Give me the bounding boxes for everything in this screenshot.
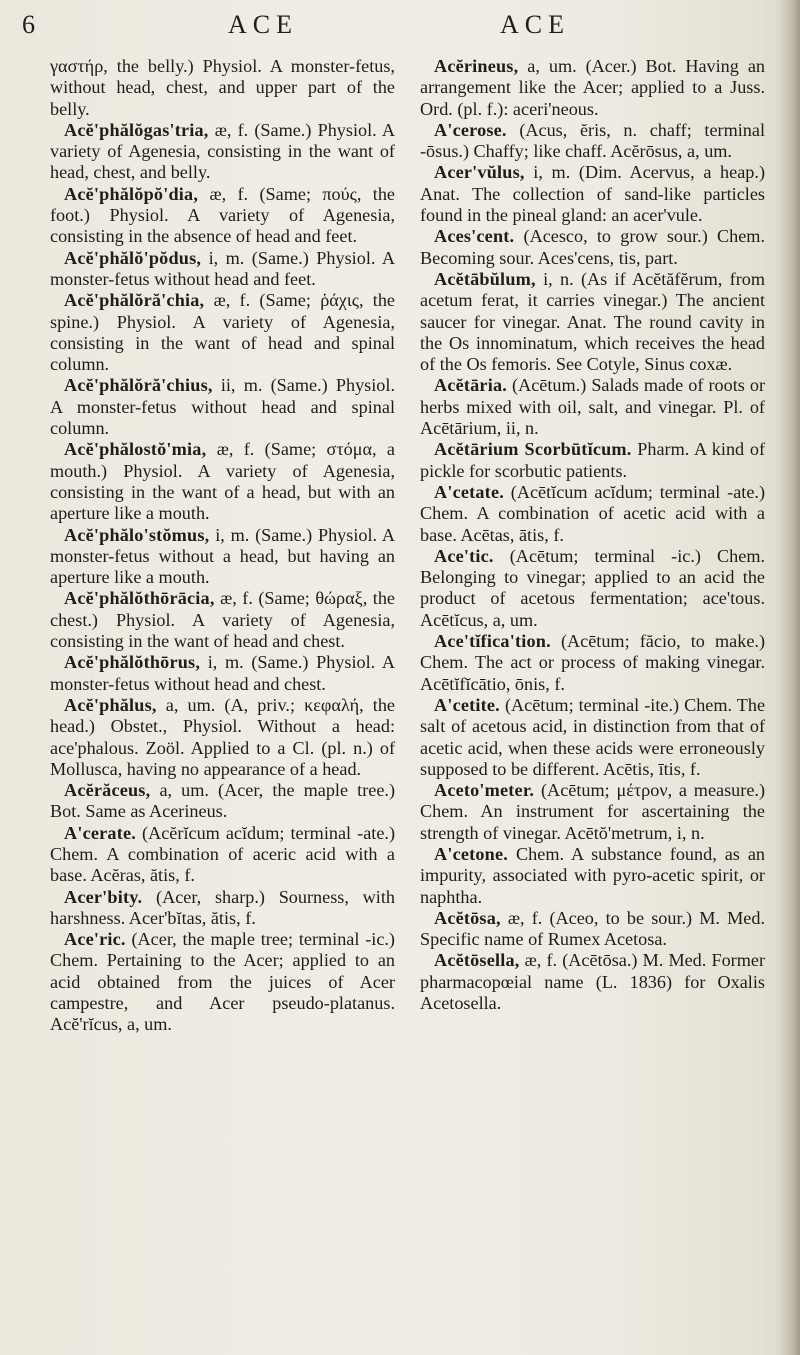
page-edge-shadow <box>778 0 800 1355</box>
entry-headword: Acĕ'phălŏgas'tria, <box>64 119 209 140</box>
dictionary-entry <box>50 823 395 887</box>
entry-headword: Aces'cent. <box>434 226 515 247</box>
dictionary-entry <box>420 631 765 695</box>
entry-definition: a, um. (Acer, the maple tree.) Bot. Same as Acerineus. <box>50 780 396 822</box>
dictionary-entry <box>50 525 395 589</box>
entry-headword: A'cetite. <box>434 694 500 715</box>
entry-headword: Acĕ'phălostŏ'mia, <box>64 439 207 460</box>
right-column <box>420 56 765 1014</box>
dictionary-entry <box>420 375 765 439</box>
entry-headword: Ace'tĭfica'tion. <box>434 631 551 652</box>
entry-headword: A'cetate. <box>434 481 504 502</box>
entry-definition: (Acētum; terminal -ic.) Chem. Belonging to vinegar; applied to an acid the product of acetous fermentation; ace'tous. Acētĭcus, a, um. <box>420 545 766 630</box>
entry-definition: ii, m. (Same.) Physiol. A monster-fetus without head and spinal column. <box>50 375 396 439</box>
entry-headword: Acĕtārium Scorbūtĭcum. <box>434 439 632 460</box>
dictionary-entry <box>50 652 395 695</box>
dictionary-entry <box>420 844 765 908</box>
page-number: 6 <box>22 10 41 39</box>
entry-headword: Acĕ'phălŏpŏ'dia, <box>64 183 199 204</box>
entry-definition: (Acer, sharp.) Sourness, with harshness. Acer'bĭtas, ătis, f. <box>50 886 395 928</box>
dictionary-entry <box>50 120 395 184</box>
dictionary-entry <box>420 546 765 631</box>
dictionary-entry <box>50 929 395 1035</box>
entry-headword: Acĕrineus, <box>434 56 519 76</box>
entry-headword: Acĕ'phălŏră'chia, <box>64 290 205 311</box>
dictionary-entry <box>50 588 395 652</box>
entry-definition: (Acesco, to grow sour.) Chem. Becoming sour. Aces'cens, tis, part. <box>420 226 765 268</box>
dictionary-entry <box>420 269 765 375</box>
entry-definition: æ, f. (Acētōsa.) M. Med. Former pharmacopœial name (L. 1836) for Oxalis Acetosella. <box>420 950 765 1014</box>
entry-definition: i, m. (Same.) Physiol. A monster-fetus without head and chest. <box>50 652 395 694</box>
dictionary-entry <box>50 290 395 375</box>
entry-headword: Acĕ'phălŏ'pŏdus, <box>64 247 202 268</box>
entry-headword: Acĕtōsa, <box>434 907 501 928</box>
entry-headword: A'cerate. <box>64 822 136 843</box>
dictionary-entry <box>50 439 395 524</box>
entry-definition: (Acētum; făcio, to make.) Chem. The act or process of making vinegar. Acētĭfĭcātio, ōnis, f. <box>420 631 765 694</box>
dictionary-entry <box>420 162 765 226</box>
entry-definition: (Acĕrĭcum acĭdum; terminal -ate.) Chem. A combination of aceric acid with a base. Acĕras, ătis, f. <box>50 822 396 886</box>
entry-headword: Acer'vŭlus, <box>434 162 525 183</box>
entry-headword: A'cerose. <box>434 119 507 140</box>
entry-headword: Acĕ'phălŏthōrus, <box>64 652 201 673</box>
entry-headword: Aceto'meter. <box>434 780 535 801</box>
dictionary-entry <box>420 908 765 951</box>
entry-definition: a, um. (Acer.) Bot. Having an arrangement like the Acer; applied to a Juss. Ord. (pl. f.): aceri'neous. <box>420 56 765 119</box>
dictionary-entry <box>50 887 395 930</box>
entry-definition: (Acētĭcum acĭdum; terminal -ate.) Chem. A combination of acetic acid with a base. Acētas, ātis, f. <box>420 481 765 545</box>
left-guide-word: ACE <box>228 10 298 39</box>
entry-definition: (Acētum.) Salads made of roots or herbs mixed with oil, salt, and vinegar. Pl. of Acētārium, ii, n. <box>420 375 766 439</box>
entry-definition: æ, f. (Aceo, to be sour.) M. Med. Specific name of Rumex Acetosa. <box>420 907 765 950</box>
entry-headword: Acĕtōsella, <box>434 950 520 971</box>
entry-headword: Acĕ'phălo'stŏmus, <box>64 524 210 545</box>
entry-headword: Acĕrăceus, <box>64 780 151 801</box>
entry-definition: (Acus, ĕris, n. chaff; terminal -ōsus.) Chaffy; like chaff. Acĕrōsus, a, um. <box>420 119 766 162</box>
entry-headword: Acĕ'phălus, <box>64 694 157 715</box>
dictionary-entry <box>420 482 765 546</box>
entry-headword: A'cetone. <box>434 843 509 864</box>
dictionary-entry <box>50 248 395 291</box>
entry-definition: i, n. (As if Acĕtăfĕrum, from acetum ferat, it carries vinegar.) The ancient saucer for vinegar. Anat. The round cavity in the Os innominatum, which receives the head of the Os femoris. See Cotyle, Sinus coxæ. <box>420 268 765 375</box>
entry-definition: (Acer, the maple tree; terminal -ic.) Chem. Pertaining to the Acer; applied to an acid obtained from the juices of Acer campestre, and Acer pseudo-platanus. Acĕ'rĭcus, a, um. <box>50 929 395 1035</box>
entry-definition: æ, f. (Same; ῥάχις, the spine.) Physiol. A variety of Agenesia, consisting in the want of head and spinal column. <box>50 290 396 375</box>
entry-definition: æ, f. (Same.) Physiol. A variety of Agenesia, consisting in the want of head, chest, and belly. <box>50 119 395 183</box>
dictionary-entry <box>420 439 765 482</box>
entry-definition: Pharm. A kind of pickle for scorbutic patients. <box>420 439 765 481</box>
entry-headword: Acĕtābŭlum, <box>434 268 536 289</box>
entry-definition: æ, f. (Same; θώραξ, the chest.) Physiol. A variety of Agenesia, consisting in the want of head and chest. <box>50 588 395 652</box>
entry-definition: i, m. (Same.) Physiol. A monster-fetus without a head, but having an aperture like a mouth. <box>50 524 396 588</box>
entry-definition: æ, f. (Same; στόμα, a mouth.) Physiol. A variety of Agenesia, consisting in the want of a head, but with an aperture like a mouth. <box>50 439 396 524</box>
dictionary-entry <box>420 56 765 120</box>
entry-headword: Ace'tic. <box>434 545 494 566</box>
entry-definition: i, m. (Dim. Acervus, a heap.) Anat. The collection of sand-like particles found in the pineal gland: an acer'vule. <box>420 162 765 226</box>
dictionary-entry <box>50 695 395 780</box>
entry-definition: (Acētum; terminal -ite.) Chem. The salt of acetous acid, in distinction from that of acetic acid, when these acids were erroneously supposed to be different. Acētis, ītis, f. <box>420 694 766 779</box>
dictionary-entry <box>420 226 765 269</box>
entry-headword: Acer'bity. <box>64 886 143 907</box>
entry-headword: Ace'ric. <box>64 929 126 950</box>
entry-headword: Acĕ'phălŏră'chius, <box>64 375 213 396</box>
entry-definition: γαστήρ, the belly.) Physiol. A monster-fetus, without head, chest, and upper part of the belly. <box>50 56 395 119</box>
entry-definition: æ, f. (Same; πούς, the foot.) Physiol. A variety of Agenesia, consisting in the absence of head and feet. <box>50 183 395 247</box>
entry-definition: a, um. (A, priv.; κεφαλή, the head.) Obstet., Physiol. Without a head: ace'phalous. Zoöl. Applied to a Cl. (pl. n.) of Mollusca, having no appearance of a head. <box>50 694 396 779</box>
dictionary-entry <box>50 375 395 439</box>
dictionary-entry <box>420 695 765 780</box>
page-header <box>0 6 800 42</box>
entry-definition: Chem. A substance found, as an impurity, associated with pyro-acetic spirit, or naphtha. <box>420 843 766 907</box>
entry-definition: (Acētum; μέτρον, a measure.) Chem. An instrument for ascertaining the strength of vinegar. Acētŏ'metrum, i, n. <box>420 780 766 843</box>
dictionary-entry <box>420 780 765 844</box>
right-guide-word: ACE <box>500 10 570 39</box>
dictionary-entry <box>420 950 765 1014</box>
dictionary-entry <box>50 184 395 248</box>
entry-headword: Acĕtāria. <box>434 375 507 396</box>
entry-headword: Acĕ'phălŏthōrācia, <box>64 588 215 609</box>
dictionary-entry <box>50 780 395 823</box>
dictionary-entry <box>50 56 395 120</box>
entry-definition: i, m. (Same.) Physiol. A monster-fetus without head and feet. <box>50 247 395 289</box>
left-column <box>50 56 395 1036</box>
dictionary-entry <box>420 120 765 163</box>
